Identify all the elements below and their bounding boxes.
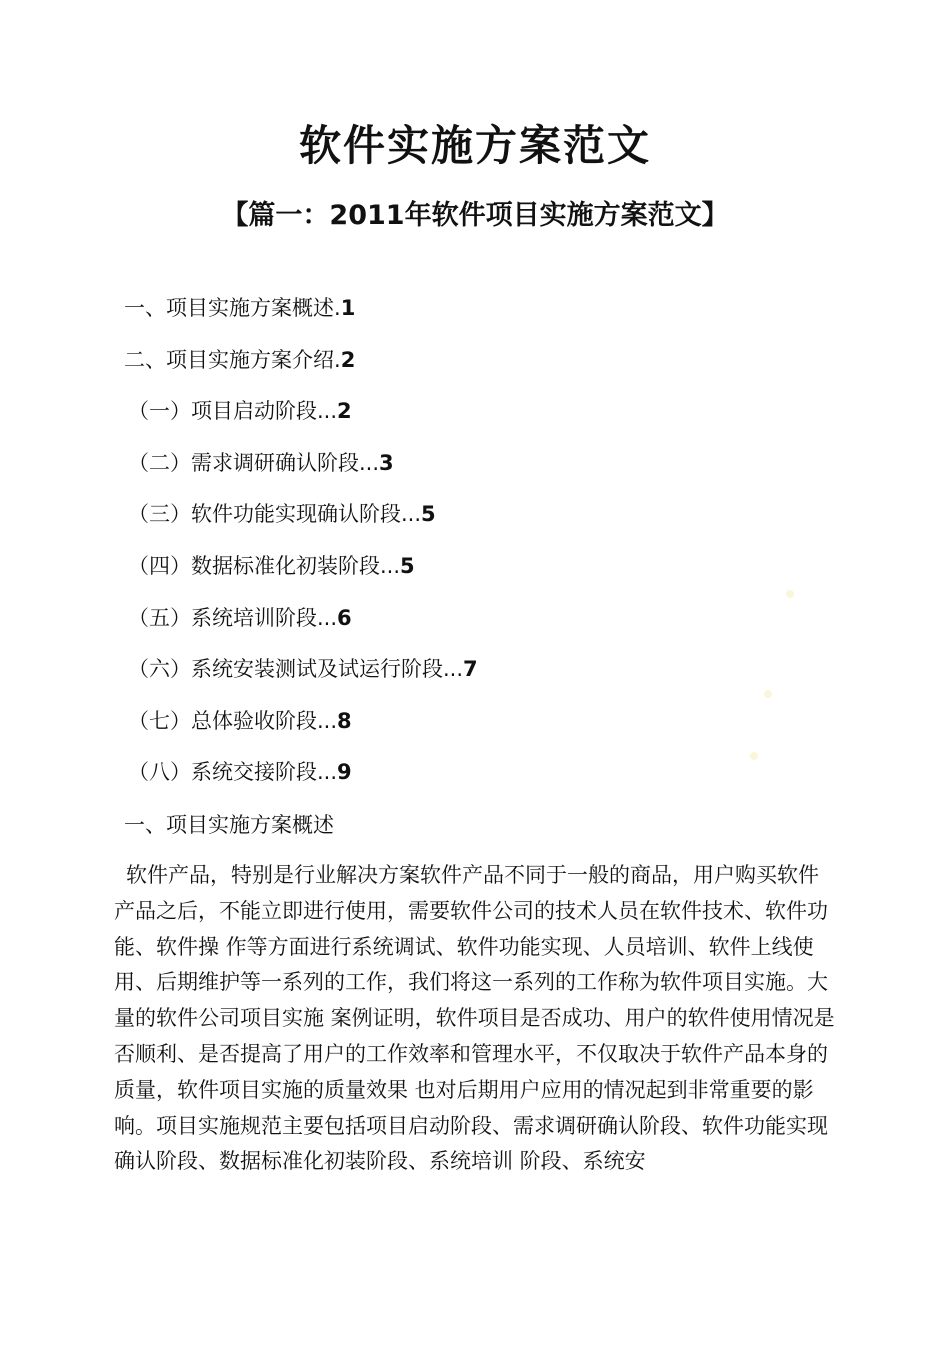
toc-item — [124, 393, 478, 445]
toc-item-label: （一）项目启动阶段... — [128, 399, 338, 424]
table-of-contents — [124, 290, 478, 806]
toc-item-label: 一、项目实施方案概述. — [124, 296, 341, 320]
toc-item-page: 5 — [400, 553, 415, 578]
toc-item-page: 1 — [340, 296, 356, 320]
toc-item — [124, 651, 478, 703]
toc-item-page: 6 — [337, 605, 352, 630]
toc-item-page: 2 — [340, 347, 356, 372]
toc-item — [124, 754, 478, 806]
toc-item-label: （三）软件功能实现确认阶段... — [128, 502, 422, 527]
toc-item-page: 3 — [379, 450, 394, 475]
toc-item-page: 9 — [337, 760, 352, 785]
toc-item-label: （八）系统交接阶段... — [128, 760, 338, 785]
toc-item-label: （五）系统培训阶段... — [128, 605, 338, 630]
toc-item-page: 5 — [421, 502, 436, 527]
document-subtitle: 【篇一：2011年软件项目实施方案范文】 — [221, 200, 729, 231]
toc-item — [124, 703, 478, 755]
toc-item-label: （六）系统安装测试及试运行阶段... — [128, 657, 464, 682]
toc-item-label: 二、项目实施方案介绍. — [124, 347, 341, 372]
scan-speck — [764, 690, 772, 698]
toc-item-page: 2 — [337, 399, 352, 424]
scan-speck — [786, 590, 794, 598]
toc-item — [124, 600, 478, 652]
toc-item-page: 7 — [463, 657, 478, 682]
toc-item-label: （二）需求调研确认阶段... — [128, 450, 380, 475]
toc-item-label: （四）数据标准化初装阶段... — [128, 553, 401, 578]
document-title: 软件实施方案范文 — [298, 121, 651, 170]
toc-item — [124, 445, 478, 497]
scan-speck — [750, 752, 758, 760]
toc-item-label: （七）总体验收阶段... — [128, 708, 338, 733]
toc-item — [124, 290, 478, 342]
toc-item — [124, 342, 478, 394]
toc-item — [124, 548, 478, 600]
body-paragraph: 软件产品，特别是行业解决方案软件产品不同于一般的商品，用户购买软件产品之后，不能立即进行使用，需要软件公司的技术人员在软件技术、软件功能、软件操 作等方面进行系统调试、软件功能实现、人员培训、软件上线使用、后期维护等一系列的工作，我们将这一系列的工作称为软件项目实施。大量的软件公司项目实施 案例证明，软件项目是否成功、用户的软件使用情况是否顺利、是否提高了用户的工作效率和管理水平，不仅取决于软件产品本身的质量，软件项目实施的质量效果 也对后期用户应用的情况起到非常重要的影响。项目实施规范主要包括项目启动阶段、需求调研确认阶段、软件功能实现确认阶段、数据标准化初装阶段、系统培训 阶段、系统安 — [114, 863, 835, 1174]
toc-item — [124, 496, 478, 548]
section-heading: 一、项目实施方案概述 — [124, 813, 334, 837]
toc-item-page: 8 — [337, 708, 352, 733]
